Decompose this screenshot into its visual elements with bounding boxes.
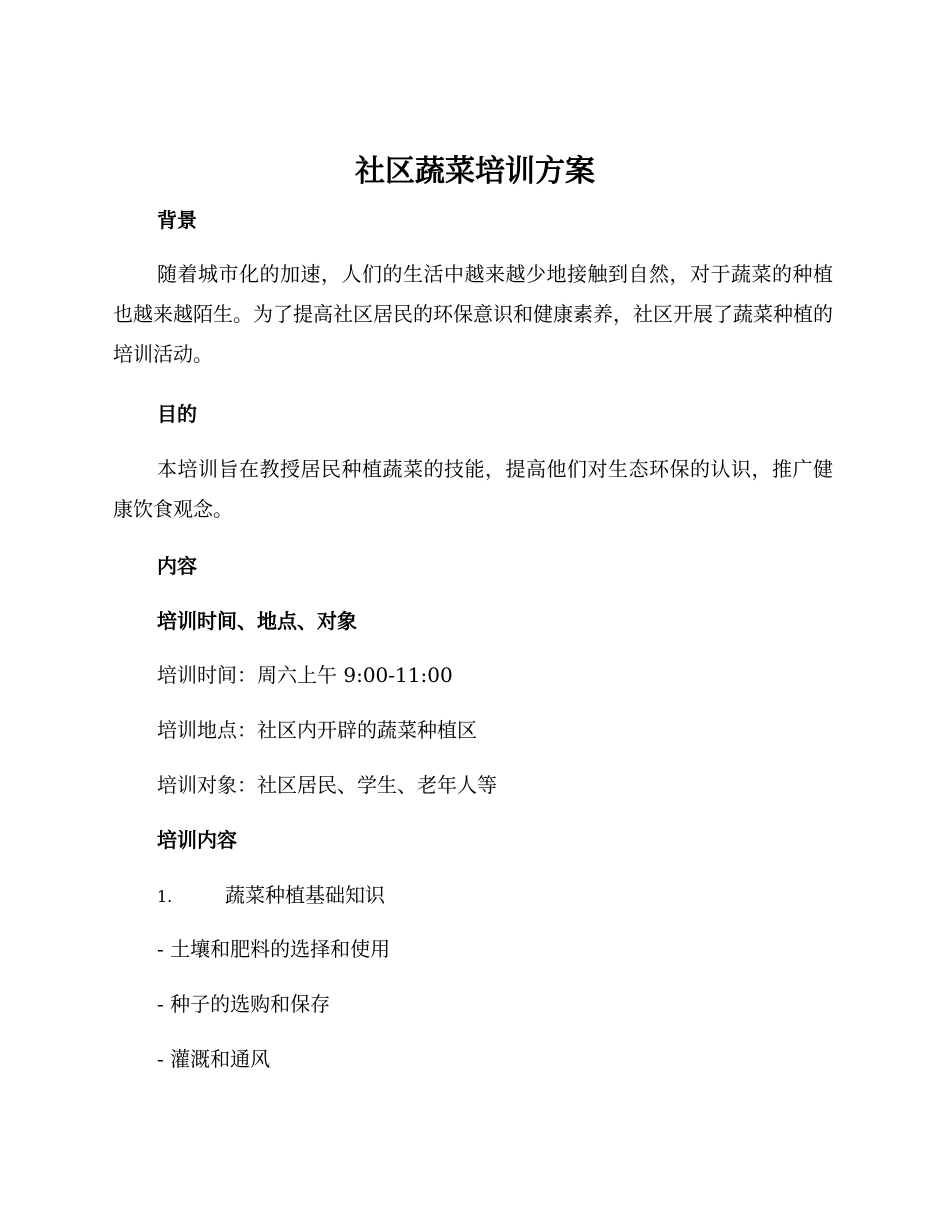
subheading-training-content: 培训内容 [157, 828, 237, 852]
heading-background: 背景 [157, 208, 197, 232]
heading-content: 内容 [157, 554, 197, 578]
bullet-item: - 土壤和肥料的选择和使用 [157, 937, 391, 961]
paragraph-purpose: 本培训旨在教授居民种植蔬菜的技能，提高他们对生态环保的认识，推广健康饮食观念。 [113, 457, 833, 521]
training-place: 培训地点：社区内开辟的蔬菜种植区 [157, 718, 477, 742]
bullet-item: - 灌溉和通风 [157, 1047, 271, 1071]
bullet-item: - 种子的选购和保存 [157, 992, 331, 1016]
training-time: 培训时间：周六上午 9:00-11:00 [157, 663, 453, 687]
document-title: 社区蔬菜培训方案 [355, 154, 595, 189]
list-item-text: 蔬菜种植基础知识 [225, 883, 385, 907]
heading-purpose: 目的 [157, 402, 197, 426]
list-item-1 [157, 881, 385, 911]
training-audience: 培训对象：社区居民、学生、老年人等 [157, 773, 497, 797]
paragraph-background: 随着城市化的加速，人们的生活中越来越少地接触到自然，对于蔬菜的种植也越来越陌生。为了提高社区居民的环保意识和健康素养，社区开展了蔬菜种植的培训活动。 [113, 262, 833, 366]
subheading-time-place: 培训时间、地点、对象 [157, 609, 357, 633]
list-number: 1. [157, 887, 173, 906]
